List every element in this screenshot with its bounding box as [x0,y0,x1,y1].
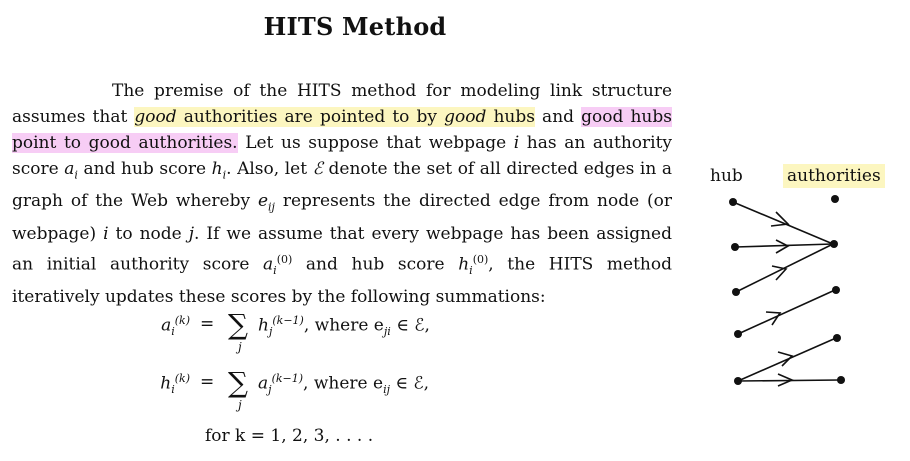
text-segment: denote the set of all directed edges in a graph of the Web whereby [12,159,673,212]
authority-node [837,376,845,384]
highlight-pink: good hubs point to good authorities. [12,107,672,153]
math-var: h [211,159,223,179]
math-var: ℰ [312,159,323,179]
hub-node [729,198,737,206]
authority-node [833,334,841,342]
math-sub: i [222,168,227,182]
sigma-symbol: ∑ [228,366,248,399]
math-sup: (0) [472,252,489,266]
authorities-label: authorities [783,164,885,188]
eq-rhs: $h_j^{(k-1)}$, where $e_{ji}$ ∈ ℰ, [258,314,430,339]
text-segment: . If we assume that every webpage has been assigned an initial authority score [12,223,672,275]
sigma-symbol: ∑ [228,308,248,341]
eq-equals: = [200,372,215,392]
math-sub: i [469,263,473,277]
edge-line [733,202,833,244]
math-var: e [257,191,269,212]
math-var: i [513,133,520,153]
authority-node [832,286,840,294]
text-segment: hubs [486,107,535,127]
text-segment: has an authority score [12,133,673,179]
math-sub: i [273,263,277,277]
page-title: HITS Method [263,12,447,41]
emphasis-good: good [134,107,177,127]
sigma-index: j [238,398,242,412]
diagram-graph [700,160,905,400]
text-segment: authorities are pointed to by [176,107,445,127]
text-segment: , the HITS method iteratively updates these scores by the following summations: [12,254,673,307]
edge-line [738,338,836,381]
text-segment: Let us suppose that webpage [237,133,514,153]
hub-node [731,243,739,251]
math-var: i [103,223,109,244]
math-var: j [188,223,195,244]
hub-node [734,330,742,338]
text-segment: and hub score [292,254,459,275]
math-sub: i [74,168,78,182]
iteration-range: for k = 1, 2, 3, . . . . [205,426,374,446]
hub-node [732,288,740,296]
highlight-yellow [134,107,535,127]
math-var: a [263,254,274,275]
eq-lhs: $a_i^{(k)}$ [161,314,190,339]
sigma-index: j [238,340,242,354]
math-var: h [458,254,470,275]
edge-line [738,290,835,334]
text-segment: and [534,107,582,127]
text-segment: represents the directed edge from node (or webpage) [12,191,672,244]
math-sub: ij [268,200,275,214]
hub-node [734,377,742,385]
authority-node [831,195,839,203]
arrowhead [778,352,792,366]
eq-lhs: $h_i^{(k)}$ [160,372,190,397]
text-segment: . Also, let [226,159,313,179]
text-segment: to node [108,223,189,244]
math-var: a [64,159,75,179]
eq-equals: = [200,314,215,334]
body-paragraph [12,78,672,310]
emphasis-good: good [444,107,487,127]
arrowhead [776,240,788,253]
eq-rhs: $a_j^{(k-1)}$, where $e_{ij}$ ∈ ℰ, [258,372,430,397]
math-sup: (0) [276,252,293,266]
text-segment: The premise of the HITS method for modeling link structure assumes that [12,81,672,127]
authority-node [830,240,838,248]
text-segment: and hub score [77,159,212,179]
hub-authority-diagram [700,160,905,400]
hub-label: hub [710,166,743,186]
